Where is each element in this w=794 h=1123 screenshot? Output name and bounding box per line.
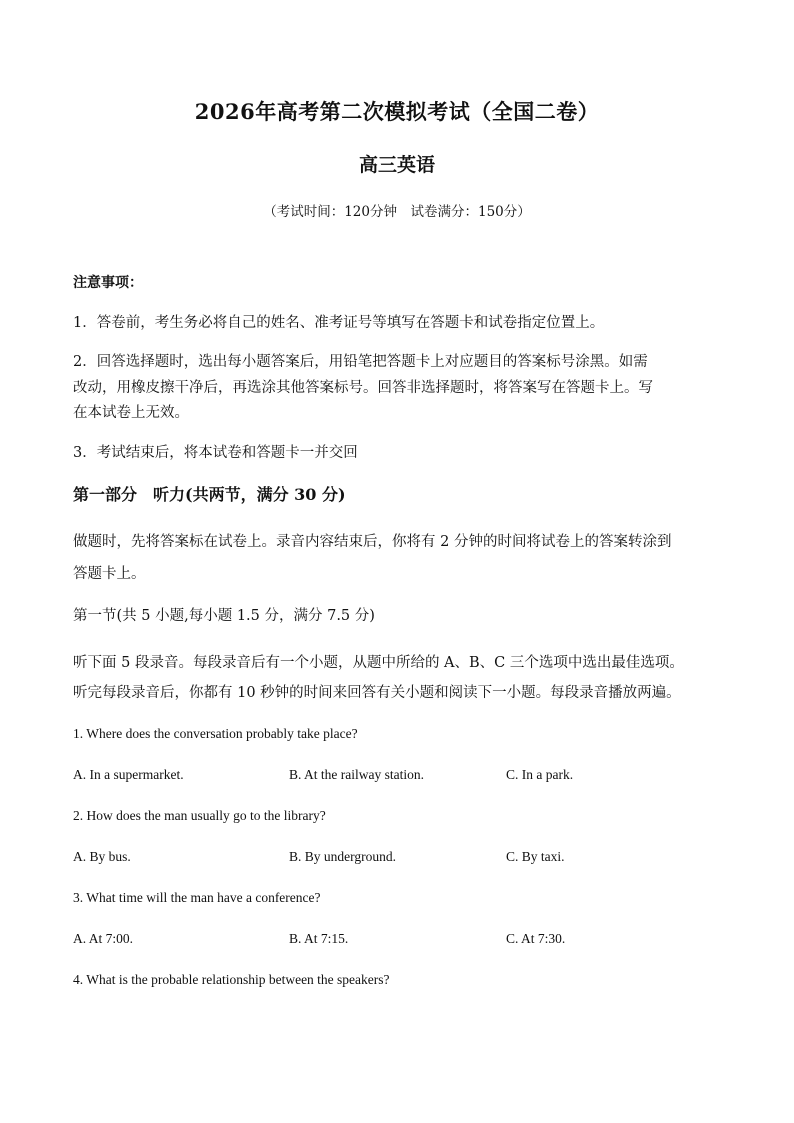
question-4: 4. What is the probable relationship between the speakers? <box>73 972 390 987</box>
notice-item-2-line-3: 在本试卷上无效。 <box>73 405 189 421</box>
question-2: 2. How does the man usually go to the library? <box>73 808 326 823</box>
notice-item-2-line-2: 改动，用橡皮擦干净后，再选涂其他答案标号。回答非选择题时，将答案写在答题卡上。写 <box>73 380 653 396</box>
notice-heading: 注意事项： <box>73 275 143 291</box>
notice-item-1: 1．答卷前，考生务必将自己的姓名、准考证号等填写在答题卡和试卷指定位置上。 <box>73 315 605 331</box>
question-3-option-c: C. At 7:30. <box>506 931 566 946</box>
question-3: 3. What time will the man have a conference? <box>73 890 321 905</box>
question-1: 1. Where does the conversation probably take place? <box>73 726 358 741</box>
question-1-option-a: A. In a supermarket. <box>73 767 184 782</box>
exam-info: （考试时间：120分钟 试卷满分：150分） <box>263 204 531 220</box>
part-heading: 第一部分 听力(共两节，满分 30 分) <box>73 485 346 504</box>
question-3-option-b: B. At 7:15. <box>289 931 349 946</box>
exam-title: 2026年高考第二次模拟考试（全国二卷） <box>194 99 600 124</box>
question-2-option-c: C. By taxi. <box>506 849 565 864</box>
part-intro-line-1: 做题时，先将答案标在试卷上。录音内容结束后，你将有 2 分钟的时间将试卷上的答案转涂到 <box>73 534 672 550</box>
part-intro-line-2: 答题卡上。 <box>73 566 146 582</box>
question-2-option-a: A. By bus. <box>73 849 131 864</box>
question-3-option-a: A. At 7:00. <box>73 931 134 946</box>
question-2-option-b: B. By underground. <box>289 849 396 864</box>
section-directions-line-1: 听下面 5 段录音。每段录音后有一个小题，从题中所给的 A、B、C 三个选项中选出最佳选项。 <box>73 655 684 671</box>
question-1-option-c: C. In a park. <box>506 767 574 782</box>
question-1-option-b: B. At the railway station. <box>289 767 424 782</box>
section-directions-line-2: 听完每段录音后，你都有 10 秒钟的时间来回答有关小题和阅读下一小题。每段录音播放两遍。 <box>73 685 681 701</box>
section-heading: 第一节(共 5 小题,每小题 1.5 分，满分 7.5 分) <box>73 608 375 624</box>
notice-item-2-line-1: 2．回答选择题时，选出每小题答案后，用铅笔把答题卡上对应题目的答案标号涂黑。如需 <box>73 354 648 370</box>
notice-item-3: 3．考试结束后，将本试卷和答题卡一并交回 <box>73 445 358 461</box>
subject-title: 高三英语 <box>358 154 435 176</box>
